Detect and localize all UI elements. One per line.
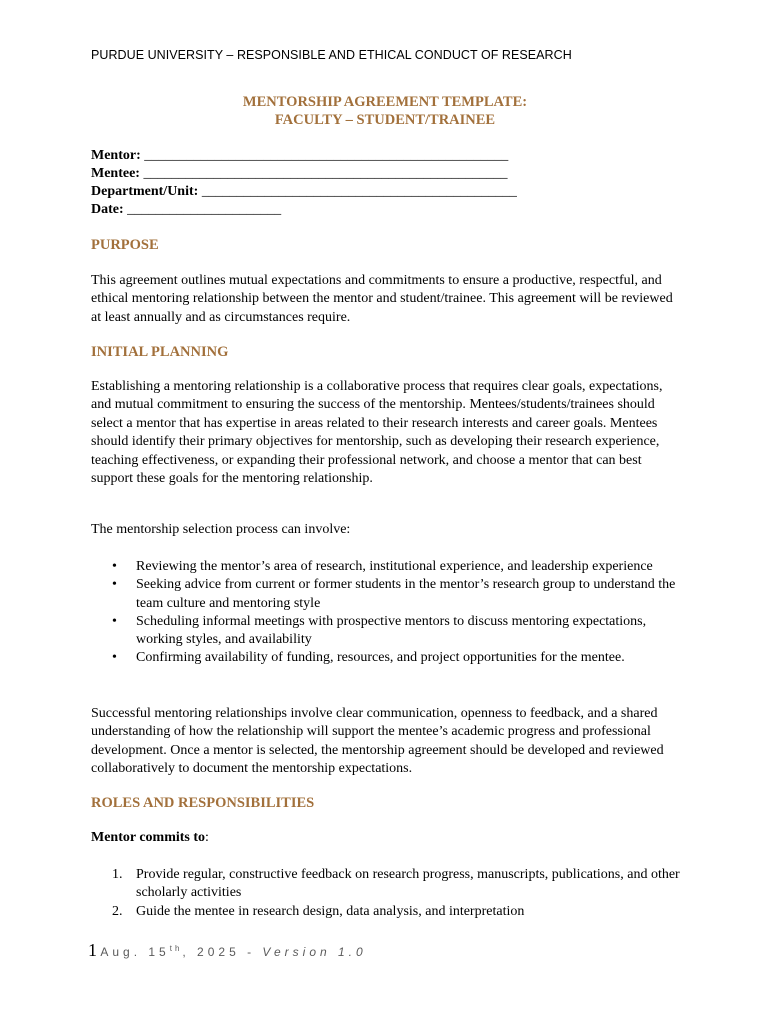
footer-version: Version 1.0 — [262, 945, 367, 959]
page-footer — [88, 940, 367, 961]
mentee-label: Mentee: — [91, 166, 140, 181]
mentor-commits-subheading: Mentor commits to: — [91, 830, 209, 845]
bullet-icon: • — [112, 577, 117, 593]
initial-planning-heading: INITIAL PLANNING — [91, 344, 229, 360]
mentor-field — [91, 148, 508, 164]
mentee-blank-line: ____________________________________________________ — [143, 166, 508, 181]
bullet-icon: • — [112, 559, 117, 574]
closing-paragraph: Successful mentoring relationships involve clear communication, openness to feedback, and a shared understanding of how the relationship will support the mentee’s academic progress and professional development. Once a mentor is selected, the mentorship agreement should be developed and reviewed collaboratively to document the mentorship expectations. — [91, 706, 664, 777]
roles-heading: ROLES AND RESPONSIBILITIES — [91, 795, 315, 811]
date-field — [91, 202, 281, 218]
department-field — [91, 184, 517, 200]
mentor-commitments-list — [91, 866, 681, 921]
bullet-icon: • — [112, 613, 117, 629]
department-blank-line: _____________________________________________ — [201, 184, 517, 199]
date-label: Date: — [91, 202, 124, 217]
list-item: 2. Guide the mentee in research design, data analysis, and interpretation — [112, 903, 525, 919]
mentee-field — [91, 166, 507, 182]
selection-bullet-list — [91, 558, 681, 668]
list-item: • Reviewing the mentor’s area of research, institutional experience, and leadership experience — [91, 558, 681, 576]
running-header: PURDUE UNIVERSITY – RESPONSIBLE AND ETHICAL CONDUCT OF RESEARCH — [91, 48, 572, 62]
document-title-line-1: MENTORSHIP AGREEMENT TEMPLATE: — [242, 94, 528, 110]
initial-planning-paragraph: Establishing a mentoring relationship is a collaborative process that requires clear goals, expectations, and mutual commitment to ensuring the success of the mentorship. Mentees/students/trainees should select a mentor that has expertise in areas related to their research interests and career goals. Mentees should identify their primary objectives for mentorship, such as developing their research experience, teaching effectiveness, or expanding their professional network, and choose a mentor that can best support these goals for the mentoring relationship. — [91, 379, 663, 487]
list-item: • Confirming availability of funding, resources, and project opportunities for the mentee. — [91, 649, 681, 667]
department-label: Department/Unit: — [91, 184, 199, 199]
purpose-heading: PURPOSE — [91, 237, 159, 253]
page-number: 1 — [88, 940, 97, 960]
purpose-paragraph: This agreement outlines mutual expectations and commitments to ensure a productive, respectful, and ethical mentoring relationship between the mentor and student/trainee. This agreement will be reviewed at least annually and as circumstances require. — [91, 273, 673, 325]
list-item: • Seeking advice from current or former students in the mentor’s research group to understand the team culture and mentoring style — [112, 577, 676, 611]
mentor-blank-line: ____________________________________________________ — [144, 148, 509, 163]
date-blank-line: ______________________ — [127, 202, 282, 217]
selection-intro: The mentorship selection process can involve: — [91, 522, 351, 537]
document-title-line-2: FACULTY – STUDENT/TRAINEE — [274, 112, 496, 128]
footer-date: Aug. 15th, 2025 - — [100, 944, 263, 959]
mentor-label: Mentor: — [91, 148, 141, 163]
bullet-icon: • — [112, 650, 117, 666]
list-item: • Scheduling informal meetings with prospective mentors to discuss mentoring expectations, working styles, and availability — [112, 613, 647, 648]
list-item: 1. Provide regular, constructive feedback on research progress, manuscripts, publications, and other scholarly activities — [112, 867, 680, 901]
